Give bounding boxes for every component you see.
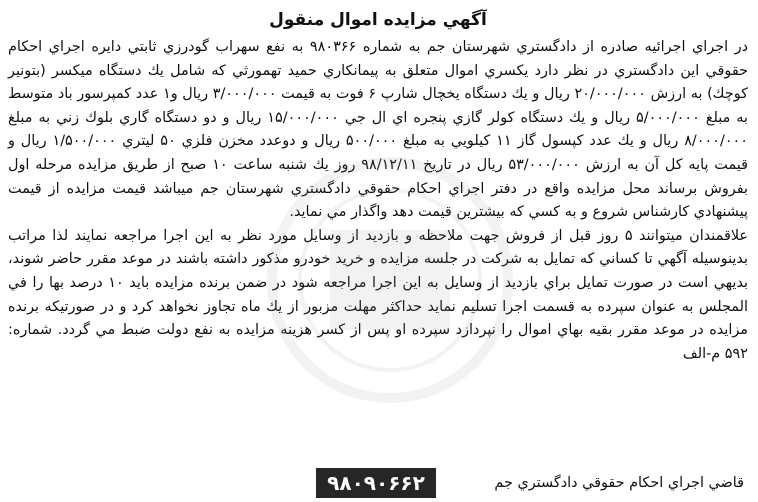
notice-footer bbox=[0, 464, 758, 502]
code-badge: ۹۸۰۹۰۶۶۲ bbox=[316, 468, 436, 498]
notice-paragraph-main: در اجراي اجرائيه صادره از دادگستري شهرستان جم به شماره ۹۸۰۳۶۶ به نفع سهراب گودرزي ثابتي دايره اجراي احكام حقوقي اين دادگستري در نظر دارد يكسري اموال متعلق به پيمانكاري حميد تهمورثي كه شامل يك دستگاه ميكسر (بتونير كوچك) به ارزش ۲۰/۰۰۰/۰۰۰ ريال و يك دستگاه يخچال شارپ ۶ فوت به قيمت ۳/۰۰۰/۰۰۰ ريال و۱ عدد كمپرسور باد متوسط به مبلغ ۵/۰۰۰/۰۰۰ ريال و يك دستگاه كولر گازي پنجره اي ال جي ۱۵/۰۰۰/۰۰۰ ريال و دو دستگاه گاري بلوك زني به مبلغ ۸/۰۰۰/۰۰۰ ريال و يك عدد كپسول گاز ۱۱ كيلويي به مبلغ ۵۰۰/۰۰۰ ريال و دوعدد مخزن فلزي ۵۰ ليتري ۱/۵۰۰/۰۰۰ ريال و قيمت پايه كل آن به ارزش ۵۳/۰۰۰/۰۰۰ ريال در تاريخ ۹۸/۱۲/۱۱ روز يك شنبه ساعت ۱۰ صبح از طريق مزايده مرحله اول بفروش برساند محل مزايده واقع در دفتر اجراي احكام حقوقي دادگستري شهرستان جم ميباشد قيمت مزايده از قيمت پيشنهادي كارشناس شروع و به كسي كه بيشترين قيمت دهد واگذار مي نمايد. bbox=[8, 39, 748, 221]
notice-title: آگهي مزايده اموال منقول bbox=[269, 10, 487, 30]
signature-line: قاضي اجراي احكام حقوقي دادگستري جم bbox=[494, 475, 744, 491]
notice-paragraph-conditions: علاقمندان ميتوانند ۵ روز قبل از فروش جهت ملاحظه و بازديد از وسايل مورد نظر به اين اجرا مراجعه نمايند لذا مراتب بدينوسيله آگهي تا كساني كه تمايل به شركت در جلسه مزايده و خريد خودرو مذكور داشته باشند در موعد مقرر حاضر شوند، بديهي است در صورت تمايل براي بازديد از وسايل به اين اجرا مراجعه شود در ضمن برنده مزايده بايد ۱۰ درصد بها را في المجلس به عنوان سپرده به قسمت اجرا تسليم نمايد حداكثر مهلت مزبور از يك ماه تجاوز نخواهد كرد و در صورتيكه برنده مزايده در موعد مقرر بقيه بهاي اموال را نپردازد سپرده او پس از كسر هزينه مزايده به نفع دولت ضبط مي گردد. شماره: ۵۹۲ م-الف bbox=[8, 227, 749, 362]
